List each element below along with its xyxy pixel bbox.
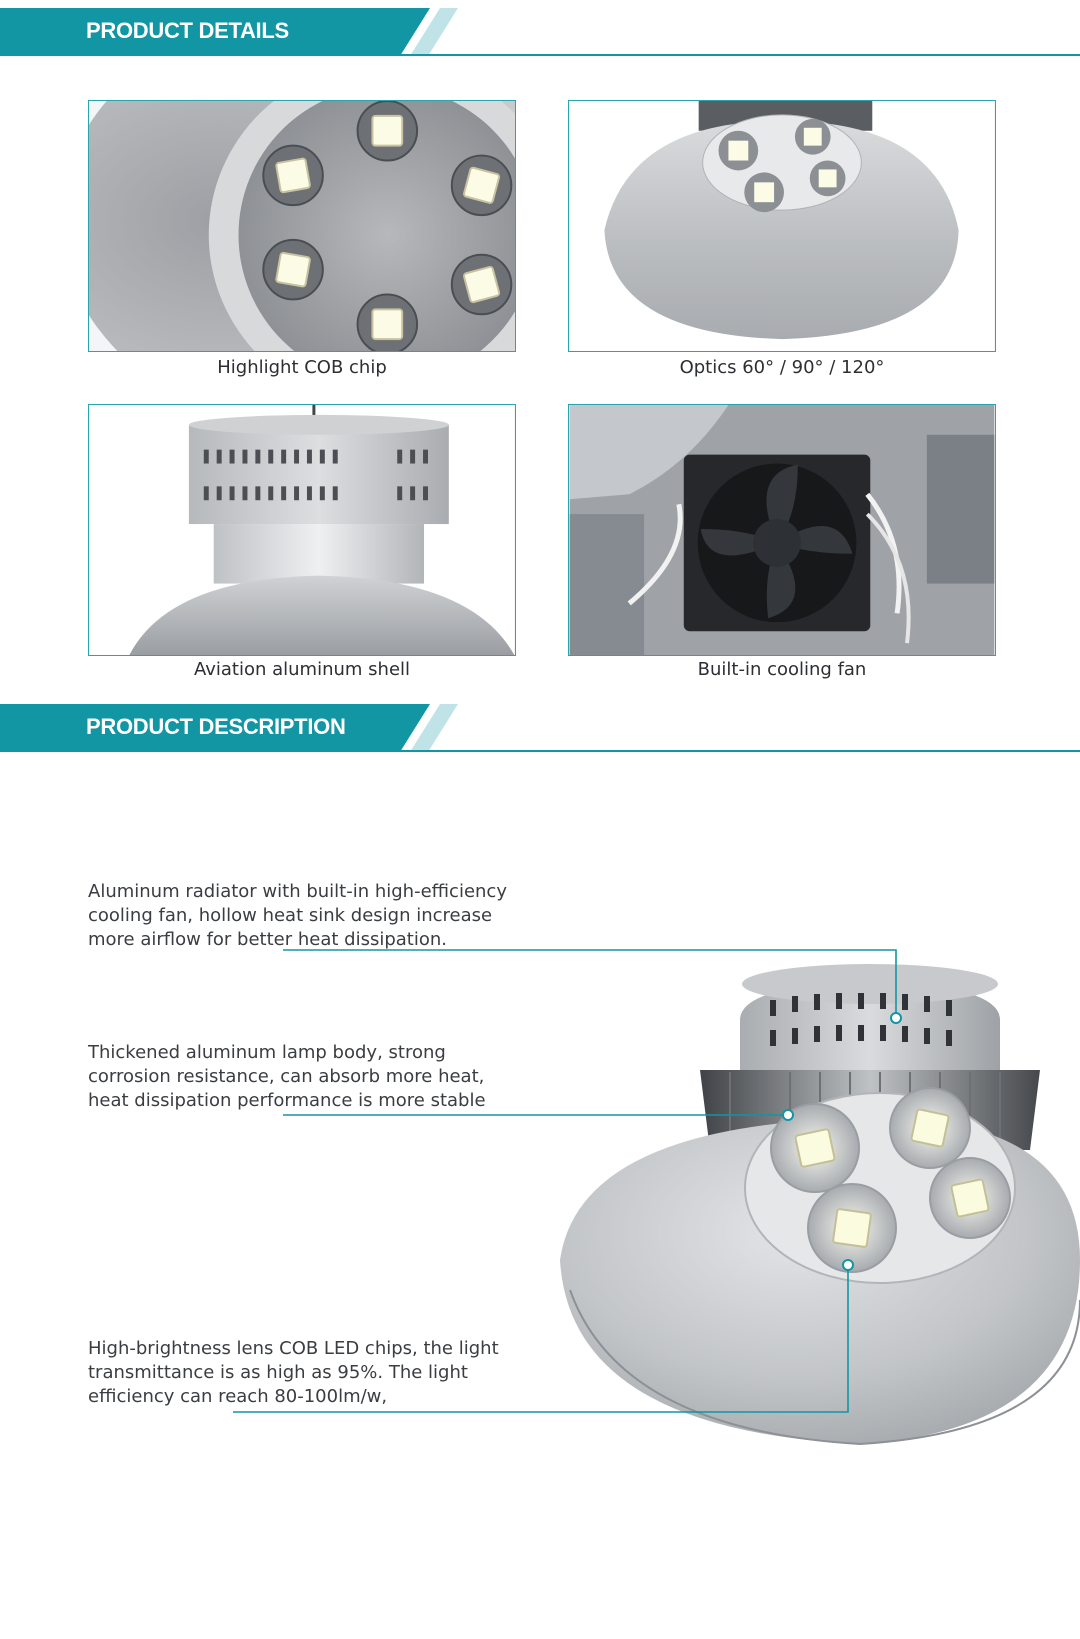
radiator-description-line: Aluminum radiator with built-in high-efficiency — [88, 881, 507, 902]
detail-caption: Optics 60° / 90° / 120° — [679, 357, 885, 378]
aluminum-shell-image — [88, 404, 516, 656]
radiator-description-line: more airflow for better heat dissipation. — [88, 929, 447, 950]
detail-caption: Built-in cooling fan — [697, 659, 867, 680]
lamp-body-description — [88, 1041, 558, 1113]
high-bay-lamp-image — [560, 960, 1080, 1520]
detail-caption: Highlight COB chip — [217, 357, 387, 378]
product-details-header — [0, 0, 1080, 54]
lamp-body-description-line: corrosion resistance, can absorb more heat, — [88, 1066, 485, 1087]
optics-reflector-image — [568, 100, 996, 352]
lens-description — [88, 1337, 558, 1409]
radiator-description-line: cooling fan, hollow heat sink design increase — [88, 905, 493, 926]
header-rule — [0, 750, 1080, 752]
section-title: PRODUCT DESCRIPTION — [86, 714, 346, 739]
lamp-body-description-line: heat dissipation performance is more stable — [88, 1090, 486, 1111]
lens-description-line: High-brightness lens COB LED chips, the light — [88, 1338, 499, 1359]
detail-caption: Aviation aluminum shell — [193, 659, 411, 680]
cob-chip-closeup-image — [88, 100, 516, 352]
lamp-body-description-line: Thickened aluminum lamp body, strong — [88, 1042, 446, 1063]
section-title: PRODUCT DETAILS — [86, 18, 289, 43]
cooling-fan-image — [568, 404, 996, 656]
product-description-header — [0, 696, 1080, 750]
header-rule — [0, 54, 1080, 56]
lens-description-line: transmittance is as high as 95%. The light — [88, 1362, 468, 1383]
radiator-description — [88, 880, 558, 952]
lens-description-line: efficiency can reach 80-100lm/w, — [88, 1386, 388, 1407]
